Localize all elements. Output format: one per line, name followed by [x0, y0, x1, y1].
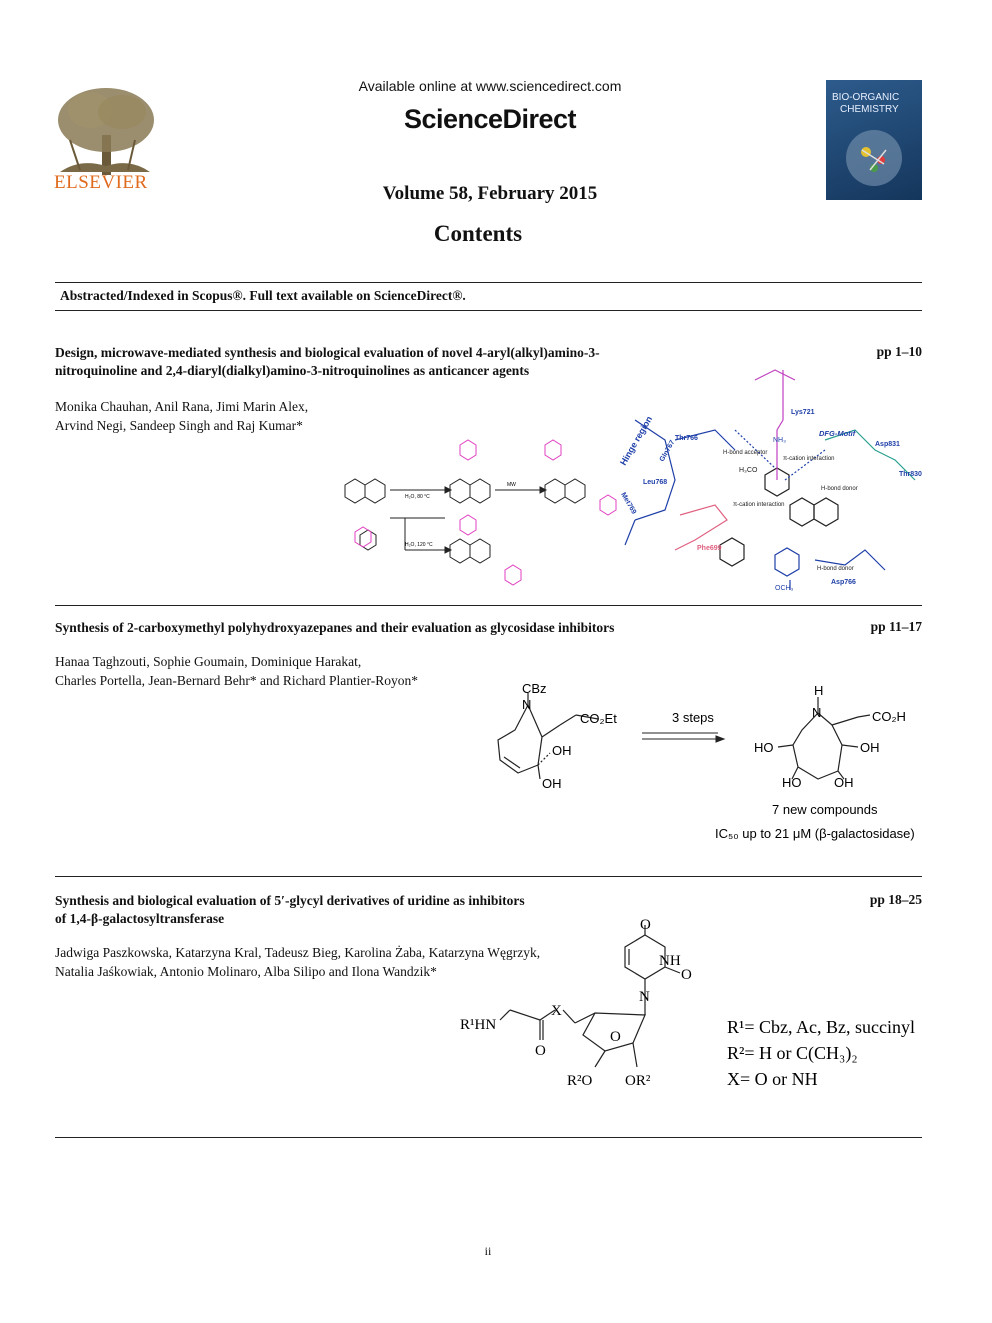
oh-label: OH	[834, 775, 854, 790]
ho-label: HO	[754, 740, 774, 755]
ester-label: CO₂Et	[580, 711, 617, 726]
sciencedirect-brand: ScienceDirect	[403, 104, 577, 134]
atom-label: O	[640, 917, 651, 933]
article-title-line: of 1,4-β-galactosyltransferase	[55, 911, 225, 926]
atom-label: NH	[659, 953, 681, 969]
atom-label: N	[812, 705, 822, 720]
cbz-label: CBz	[522, 681, 547, 696]
article-pages: pp 18–25	[869, 892, 922, 907]
atom-label: O	[610, 1029, 621, 1045]
interaction-label: H-bond donor	[821, 486, 858, 492]
atom-label: H	[814, 683, 824, 698]
divider	[55, 876, 922, 877]
journal-cover-title-1: BIO-ORGANIC	[832, 92, 900, 103]
residue-label: Phe699	[697, 545, 722, 552]
reagent-label: H₂O, 80 °C	[405, 494, 430, 500]
divider	[55, 310, 922, 311]
uridine-structure	[500, 925, 680, 1067]
group-label: NH₃	[773, 437, 786, 444]
divider	[55, 1137, 922, 1138]
reagent-label: 3 steps	[672, 710, 714, 725]
reagent-label: MW	[507, 482, 516, 488]
article-pages: pp 1–10	[876, 344, 922, 359]
residue-label: Leu768	[643, 479, 668, 486]
elsevier-logo	[50, 80, 160, 192]
atom-label: N	[639, 989, 650, 1005]
indexing-notice: Abstracted/Indexed in Scopus®. Full text available on ScienceDirect®.	[60, 288, 466, 303]
compounds-note: 7 new compounds	[772, 802, 878, 817]
atom-label: OR²	[625, 1073, 651, 1089]
group-label: H₃CO	[739, 467, 758, 474]
binding-site-diagram	[625, 370, 915, 590]
substituent-r1: R¹= Cbz, Ac, Bz, succinyl	[727, 1017, 916, 1037]
residue-label: Asp766	[831, 579, 856, 586]
article-title[interactable]	[55, 619, 815, 637]
interaction-label: H-bond acceptor	[723, 450, 768, 456]
divider	[55, 282, 922, 283]
residue-label: Gln767	[658, 439, 677, 463]
atom-label: R¹HN	[460, 1017, 497, 1033]
dfg-motif-label: DFG-Motif	[819, 429, 856, 438]
divider	[55, 605, 922, 606]
volume-line: Volume 58, February 2015	[382, 183, 598, 204]
interaction-label: π-cation interaction	[733, 502, 785, 508]
oh-label: OH	[860, 740, 880, 755]
residue-label: Met769	[619, 491, 638, 516]
author-line: Hanaa Taghzouti, Sophie Goumain, Dominique Harakat,	[55, 654, 362, 669]
atom-label: O	[681, 967, 692, 983]
article-title-line: Synthesis and biological evaluation of 5′-glycyl derivatives of uridine as inhibitors	[55, 893, 525, 908]
oh-label: OH	[552, 743, 572, 758]
group-label: OCH₃	[775, 585, 794, 592]
residue-label: Thr830	[899, 471, 922, 478]
article-title-line: Design, microwave-mediated synthesis and biological evaluation of novel 4-aryl(alkyl)amino-3-	[55, 345, 600, 360]
residue-label: Asp831	[875, 441, 900, 448]
residue-label: Lys721	[791, 409, 815, 416]
graphical-abstract-3	[455, 915, 925, 1100]
available-online: Available online at www.sciencedirect.com	[358, 78, 622, 94]
author-line: Jadwiga Paszkowska, Katarzyna Kral, Tadeusz Bieg, Karolina Żaba, Katarzyna Węgrzyk,	[55, 945, 541, 960]
author-line: Monika Chauhan, Anil Rana, Jimi Marin Alex,	[55, 399, 309, 414]
interaction-label: π-cation interaction	[783, 456, 835, 462]
article-title-line: nitroquinoline and 2,4-diaryl(dialkyl)amino-3-nitroquinolines as anticancer agents	[55, 363, 530, 378]
article-authors	[55, 652, 485, 690]
substituent-x: X= O or NH	[727, 1069, 818, 1089]
atom-label: O	[535, 1043, 546, 1059]
contents-heading: Contents	[433, 221, 523, 246]
author-line: Charles Portella, Jean-Bernard Behr* and Richard Plantier-Royon*	[55, 673, 419, 688]
author-line: Natalia Jaśkowiak, Antonio Molinaro, Alba Silipo and Ilona Wandzik*	[55, 964, 437, 979]
article-pages: pp 11–17	[870, 619, 922, 634]
azepene-structure	[498, 693, 598, 779]
acid-label: CO₂H	[872, 709, 906, 724]
atom-label: N	[522, 697, 532, 712]
substituent-r2: R²= H or C(CH₃)₂	[727, 1043, 858, 1063]
residue-label: Thr766	[675, 435, 698, 442]
author-line: Arvind Negi, Sandeep Singh and Raj Kumar*	[55, 418, 303, 433]
graphical-abstract-2	[480, 675, 930, 850]
atom-label: X	[551, 1003, 562, 1019]
graphical-abstract-1	[335, 360, 935, 600]
ho-label: HO	[782, 775, 802, 790]
page-number: ii	[484, 1244, 492, 1258]
oh-label: OH	[542, 776, 562, 791]
article-title-line: Synthesis of 2-carboxymethyl polyhydroxyazepanes and their evaluation as glycosidase inhibitors	[55, 620, 615, 635]
molecule-icon	[826, 80, 922, 200]
azepane-structure	[778, 697, 870, 779]
atom-label: R²O	[567, 1073, 593, 1089]
journal-cover	[826, 80, 922, 200]
interaction-label: H-bond donor	[817, 566, 854, 572]
reagent-label: H₂O, 120 °C	[405, 542, 433, 548]
reaction-arrow	[642, 733, 724, 742]
ic50-note: IC₅₀ up to 21 μM (β-galactosidase)	[715, 826, 915, 841]
publisher-name: ELSEVIER	[54, 172, 148, 193]
hinge-region-label: Hinge region	[618, 414, 655, 467]
journal-cover-title-2: CHEMISTRY	[840, 104, 899, 115]
